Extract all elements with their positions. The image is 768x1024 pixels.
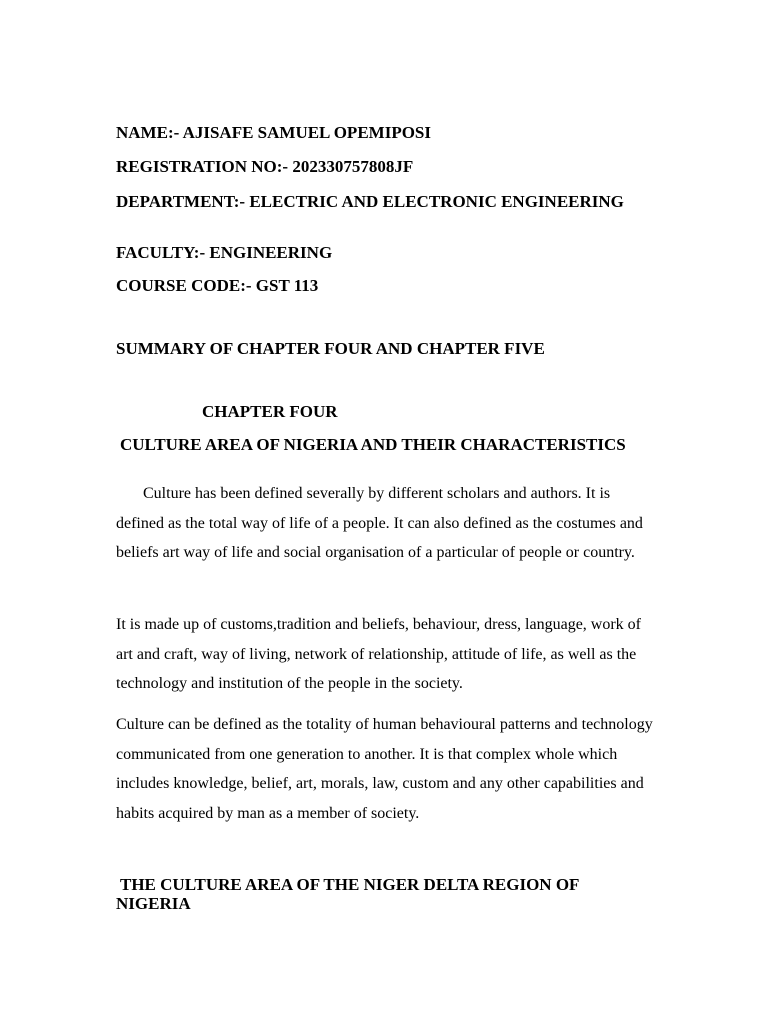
- summary-title: SUMMARY OF CHAPTER FOUR AND CHAPTER FIVE: [116, 339, 545, 358]
- faculty: FACULTY:- ENGINEERING: [116, 243, 333, 262]
- paragraph-culture-definition: Culture has been defined severally by different scholars and authors. It is defined as the total way of life of a people. It can also defined as the costumes and beliefs art way of life and social organisation of a particular of people or country.: [116, 485, 643, 561]
- course-code: COURSE CODE:- GST 113: [116, 276, 319, 295]
- paragraph-culture-totality: Culture can be defined as the totality of human behavioural patterns and technology communicated from one generation to another. It is that complex whole which includes knowledge, belief, art, morals, law, custom and any other capabilities and habits acquired by man as a member of society.: [116, 716, 653, 822]
- registration-number: REGISTRATION NO:- 202330757808JF: [116, 157, 414, 176]
- chapter-title: CHAPTER FOUR: [202, 402, 338, 421]
- student-name: NAME:- AJISAFE SAMUEL OPEMIPOSI: [116, 123, 431, 142]
- department: DEPARTMENT:- ELECTRIC AND ELECTRONIC ENGINEERING: [116, 192, 624, 211]
- section-heading-culture-area: CULTURE AREA OF NIGERIA AND THEIR CHARACTERISTICS: [120, 435, 626, 454]
- paragraph-culture-components: It is made up of customs,tradition and beliefs, behaviour, dress, language, work of art and craft, way of living, network of relationship, attitude of life, as well as the technology and institution of the people in the society.: [116, 616, 642, 692]
- section-heading-niger-delta: THE CULTURE AREA OF THE NIGER DELTA REGION OF NIGERIA: [116, 875, 579, 913]
